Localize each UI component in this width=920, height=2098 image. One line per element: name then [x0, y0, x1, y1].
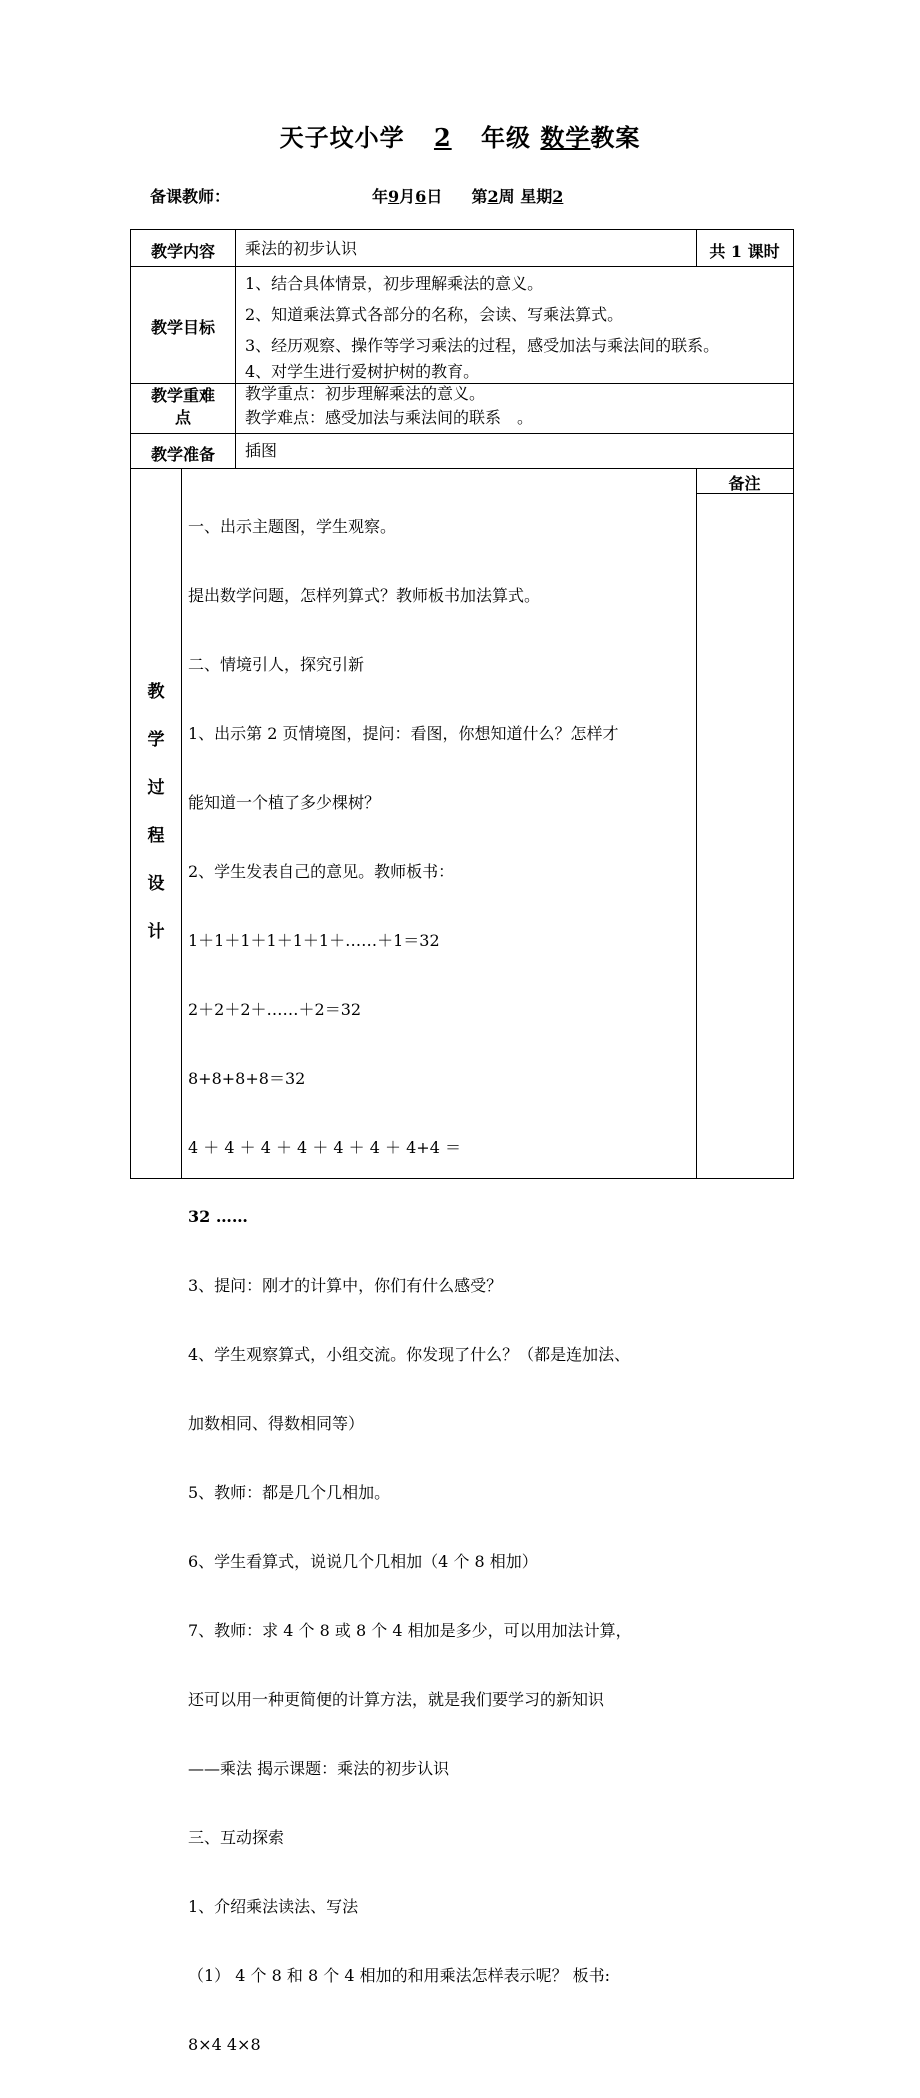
row-divider [131, 468, 793, 469]
process-line: 8×4 4×8 [188, 2035, 261, 2054]
process-label-char: 计 [147, 922, 165, 942]
weekday-label: 星期 [520, 187, 553, 206]
prep-label: 教学准备 [150, 445, 215, 464]
weekday-number: 2 [552, 187, 564, 206]
row-divider [131, 433, 793, 434]
process-content [188, 473, 696, 2098]
process-line: 3、提问：刚才的计算中，你们有什么感受？ [188, 1276, 503, 1295]
goal-item: 3、经历观察、操作等学习乘法的过程，感受加法与乘法间的联系。 [245, 336, 720, 355]
process-line: 2、学生发表自己的意见。教师板书： [188, 862, 455, 881]
process-line: 1、介绍乘法读法、写法 [188, 1897, 359, 1916]
process-line: ——乘法 揭示课题：乘法的初步认识 [188, 1759, 450, 1778]
column-divider [235, 230, 236, 468]
process-line: 32 …… [188, 1207, 248, 1226]
grade-word: 年级 [481, 123, 532, 152]
goals-label: 教学目标 [150, 318, 215, 337]
day-label: 日 [426, 187, 443, 206]
key-point: 教学重点：初步理解乘法的意义。 [245, 384, 486, 403]
week-prefix: 第 [471, 187, 488, 206]
process-line: 提出数学问题，怎样列算式？教师板书加法算式。 [188, 586, 541, 605]
difficulty-point: 教学难点：感受加法与乘法间的联系 。 [245, 408, 534, 427]
year-label: 年 [372, 187, 389, 206]
process-line: 6、学生看算式，说说几个几相加（4 个 8 相加） [188, 1552, 538, 1571]
process-label-char: 设 [147, 874, 165, 894]
goal-item: 4、对学生进行爱树护树的教育。 [245, 362, 480, 381]
process-label-char: 学 [147, 730, 165, 750]
teacher-label: 备课教师： [150, 187, 231, 206]
process-line: 三、互动探索 [188, 1828, 285, 1847]
week-number: 2 [487, 187, 499, 206]
process-line: 4、学生观察算式，小组交流。你发现了什么？（都是连加法、 [188, 1345, 631, 1364]
key-points-label [131, 385, 235, 429]
process-line: 1、出示第 2 页情境图，提问：看图，你想知道什么？怎样才 [188, 724, 619, 743]
week-suffix: 周 [498, 187, 515, 206]
remarks-label: 备注 [728, 474, 761, 493]
process-line: 7、教师：求 4 个 8 或 8 个 4 相加是多少，可以用加法计算， [188, 1621, 632, 1640]
key-points-label-line-1: 教学重难 [150, 386, 215, 405]
page-title [0, 118, 920, 153]
process-label [131, 668, 181, 956]
grade-number: 2 [433, 123, 452, 152]
process-line: 4 ＋ 4 ＋ 4 ＋ 4 ＋ 4 ＋ 4 ＋ 4+4 ＝ [188, 1138, 461, 1157]
column-divider [181, 468, 182, 1178]
goal-item: 1、结合具体情景，初步理解乘法的意义。 [245, 274, 544, 293]
process-line: 还可以用一种更简便的计算方法，就是我们要学习的新知识 [188, 1690, 605, 1709]
date-line [372, 184, 563, 207]
row-divider [131, 266, 793, 267]
process-line: 5、教师：都是几个几相加。 [188, 1483, 391, 1502]
school-name: 天子坟小学 [279, 123, 405, 152]
key-points-label-line-2: 点 [174, 408, 191, 427]
lesson-plan-table [130, 229, 794, 2054]
subject-suffix: 教案 [590, 123, 641, 152]
class-hours: 共 1 课时 [709, 242, 780, 261]
day-number: 6 [415, 187, 427, 206]
process-label-char: 程 [147, 826, 165, 846]
content-label: 教学内容 [150, 242, 215, 261]
process-line: 二、情境引人，探究引新 [188, 655, 365, 674]
content-value: 乘法的初步认识 [245, 239, 358, 258]
subject-underlined: 数学 [540, 123, 591, 152]
prep-value: 插图 [245, 441, 278, 460]
process-line: 一、出示主题图，学生观察。 [188, 517, 397, 536]
process-label-char: 过 [147, 778, 165, 798]
process-line: 2＋2＋2＋……＋2＝32 [188, 1000, 362, 1019]
month-number: 9 [388, 187, 400, 206]
month-label: 月 [399, 187, 416, 206]
process-line: 能知道一个植了多少棵树？ [188, 793, 381, 812]
process-label-char: 教 [147, 682, 165, 702]
process-line: 1＋1＋1＋1＋1＋1＋……＋1＝32 [188, 931, 440, 950]
process-line: 加数相同、得数相同等） [188, 1414, 365, 1433]
process-line: 8+8+8+8＝32 [188, 1069, 306, 1088]
goal-item: 2、知道乘法算式各部分的名称，会读、写乘法算式。 [245, 305, 624, 324]
column-divider [696, 468, 697, 1178]
process-line: （1） 4 个 8 和 8 个 4 相加的和用乘法怎样表示呢？ 板书: [188, 1966, 611, 1985]
